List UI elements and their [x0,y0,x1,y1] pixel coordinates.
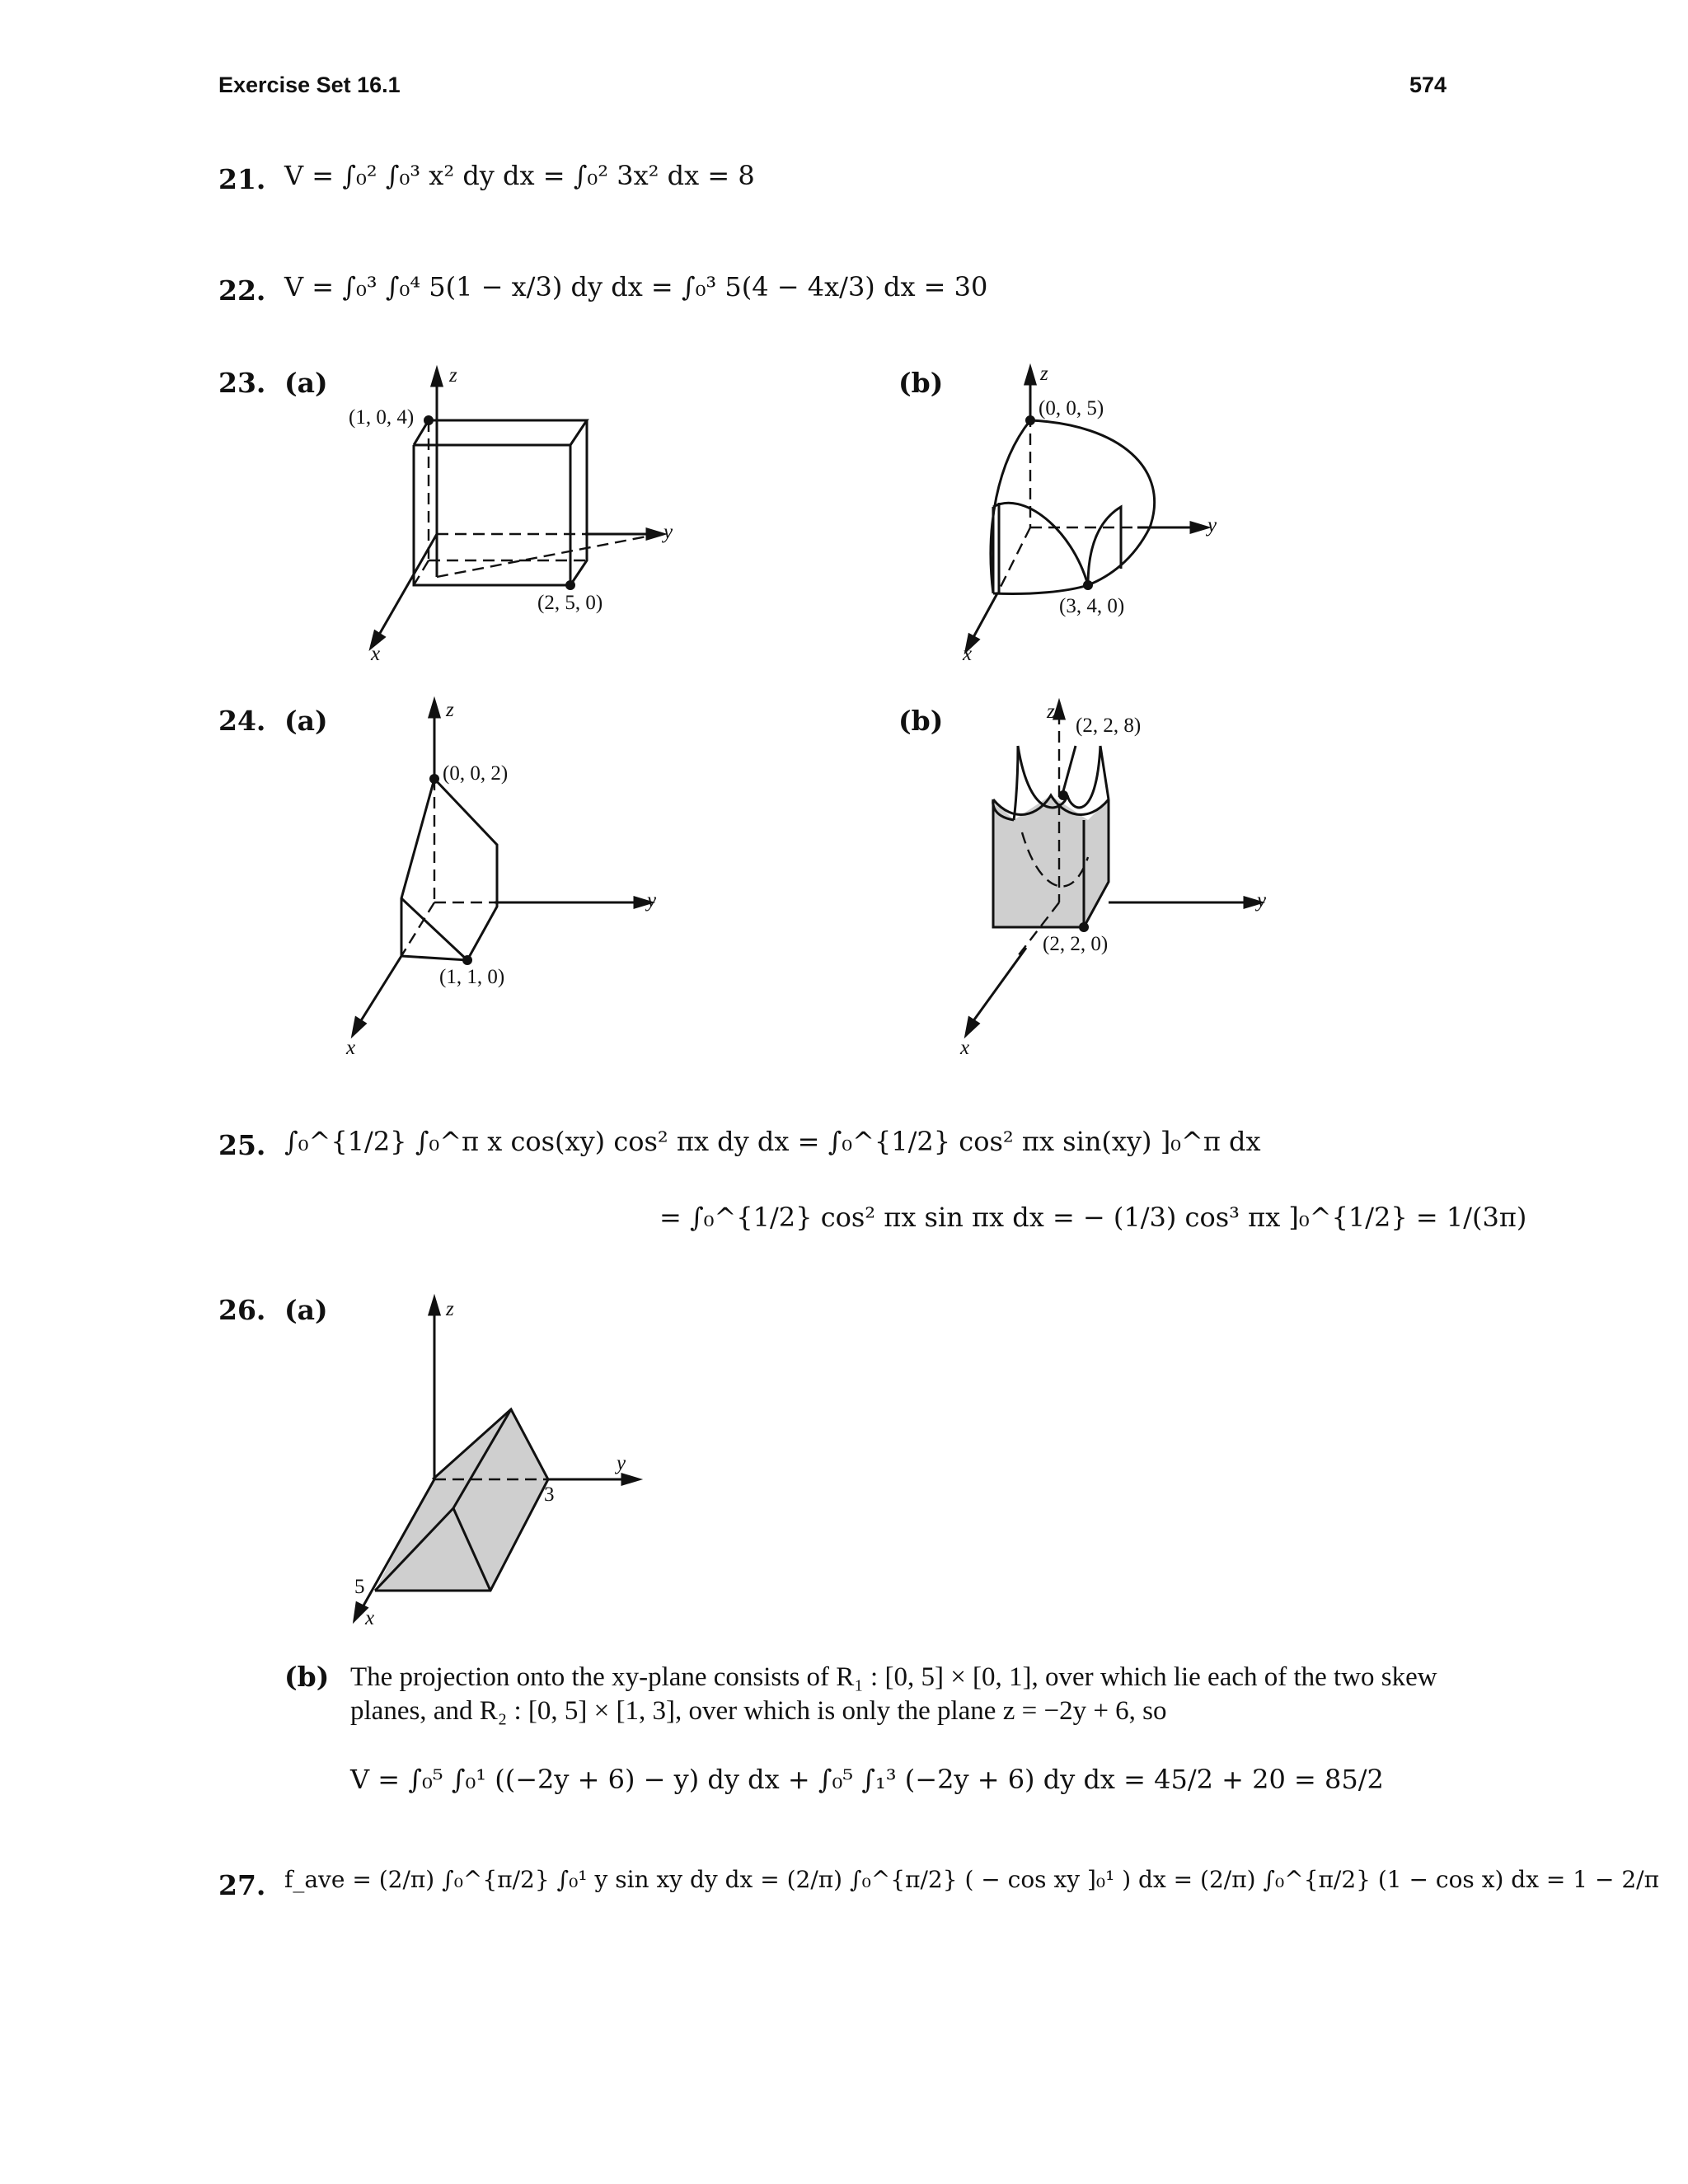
24b-point-label-2: (2, 2, 0) [1043,933,1109,955]
problem-23-number: 23. [218,367,266,399]
24b-z-label: z [1047,701,1055,723]
problem-26-number: 26. [218,1294,266,1326]
23b-point-label-1: (0, 0, 5) [1039,397,1104,419]
problem-27-math: f_ave = (2/π) ∫₀^{π/2} ∫₀¹ y sin xy dy dx = (2/π) ∫₀^{π/2} ( − cos xy ]₀¹ ) dx = (2/π) ∫₀^{π/2} (1 − cos x) dx = 1 − 2/π [284,1866,1660,1893]
problem-26b-text: The projection onto the xy-plane consists of R₁ : [0, 5] × [0, 1], over which lie each of the two skew planes, and R₂ : [0, 5] × [1, 3], over which is only the plane z = −2y + 6, so [350,1662,1437,1726]
problem-24b-label: (b) [898,705,944,737]
problem-25-line1: ∫₀^{1/2} ∫₀^π x cos(xy) cos² πx dy dx = ∫₀^{1/2} cos² πx sin(xy) ]₀^π dx [284,1126,1261,1157]
23b-z-label: z [1040,363,1048,385]
problem-26b-math: V = ∫₀⁵ ∫₀¹ ((−2y + 6) − y) dy dx + ∫₀⁵ ∫₁³ (−2y + 6) dy dx = 45/2 + 20 = 85/2 [350,1764,1384,1795]
23a-y-label: y [663,521,673,543]
problem-24a-label: (a) [284,705,328,737]
23b-x-label: x [963,643,973,665]
24a-y-label: y [647,889,657,912]
problem-22-math: V = ∫₀³ ∫₀⁴ 5(1 − x/3) dy dx = ∫₀³ 5(4 − 4x/3) dx = 30 [284,271,988,302]
problem-23a-label: (a) [284,367,328,399]
problem-26a-label: (a) [284,1294,328,1326]
section-title: Exercise Set 16.1 [218,73,401,97]
problem-27-number: 27. [218,1869,266,1901]
26a-tick-y: 3 [544,1483,555,1506]
23a-point-label-2: (2, 5, 0) [537,592,603,614]
y-arrowhead [622,1474,639,1484]
24b-point-label-1: (2, 2, 8) [1076,715,1142,737]
problem-25-number: 25. [218,1129,266,1161]
26a-z-label: z [446,1298,454,1320]
23a-x-label: x [371,643,381,665]
problem-24-number: 24. [218,705,266,737]
26a-tick-x: 5 [354,1576,365,1598]
26a-y-label: y [617,1452,626,1474]
problem-26b-label: (b) [284,1661,330,1693]
z-arrowhead [429,1298,439,1315]
23a-z-label: z [449,364,457,387]
23a-point-label-1: (1, 0, 4) [349,406,415,429]
26a-x-label: x [365,1607,375,1629]
24a-point-label-1: (0, 0, 2) [443,762,509,785]
23b-y-label: y [1207,514,1217,537]
23b-point-label-2: (3, 4, 0) [1059,595,1125,617]
problem-22-number: 22. [218,274,266,307]
problem-23b-label: (b) [898,367,944,399]
page-number: 574 [1409,73,1447,97]
24a-z-label: z [446,699,454,721]
24b-x-label: x [960,1037,970,1059]
problem-21-math: V = ∫₀² ∫₀³ x² dy dx = ∫₀² 3x² dx = 8 [284,160,755,191]
24b-y-label: y [1257,889,1267,912]
24a-x-label: x [346,1037,356,1059]
problem-25-line2: = ∫₀^{1/2} cos² πx sin πx dx = − (1/3) cos³ πx ]₀^{1/2} = 1/(3π) [659,1202,1527,1233]
24a-point-label-2: (1, 1, 0) [439,966,505,988]
problem-21-number: 21. [218,163,266,195]
